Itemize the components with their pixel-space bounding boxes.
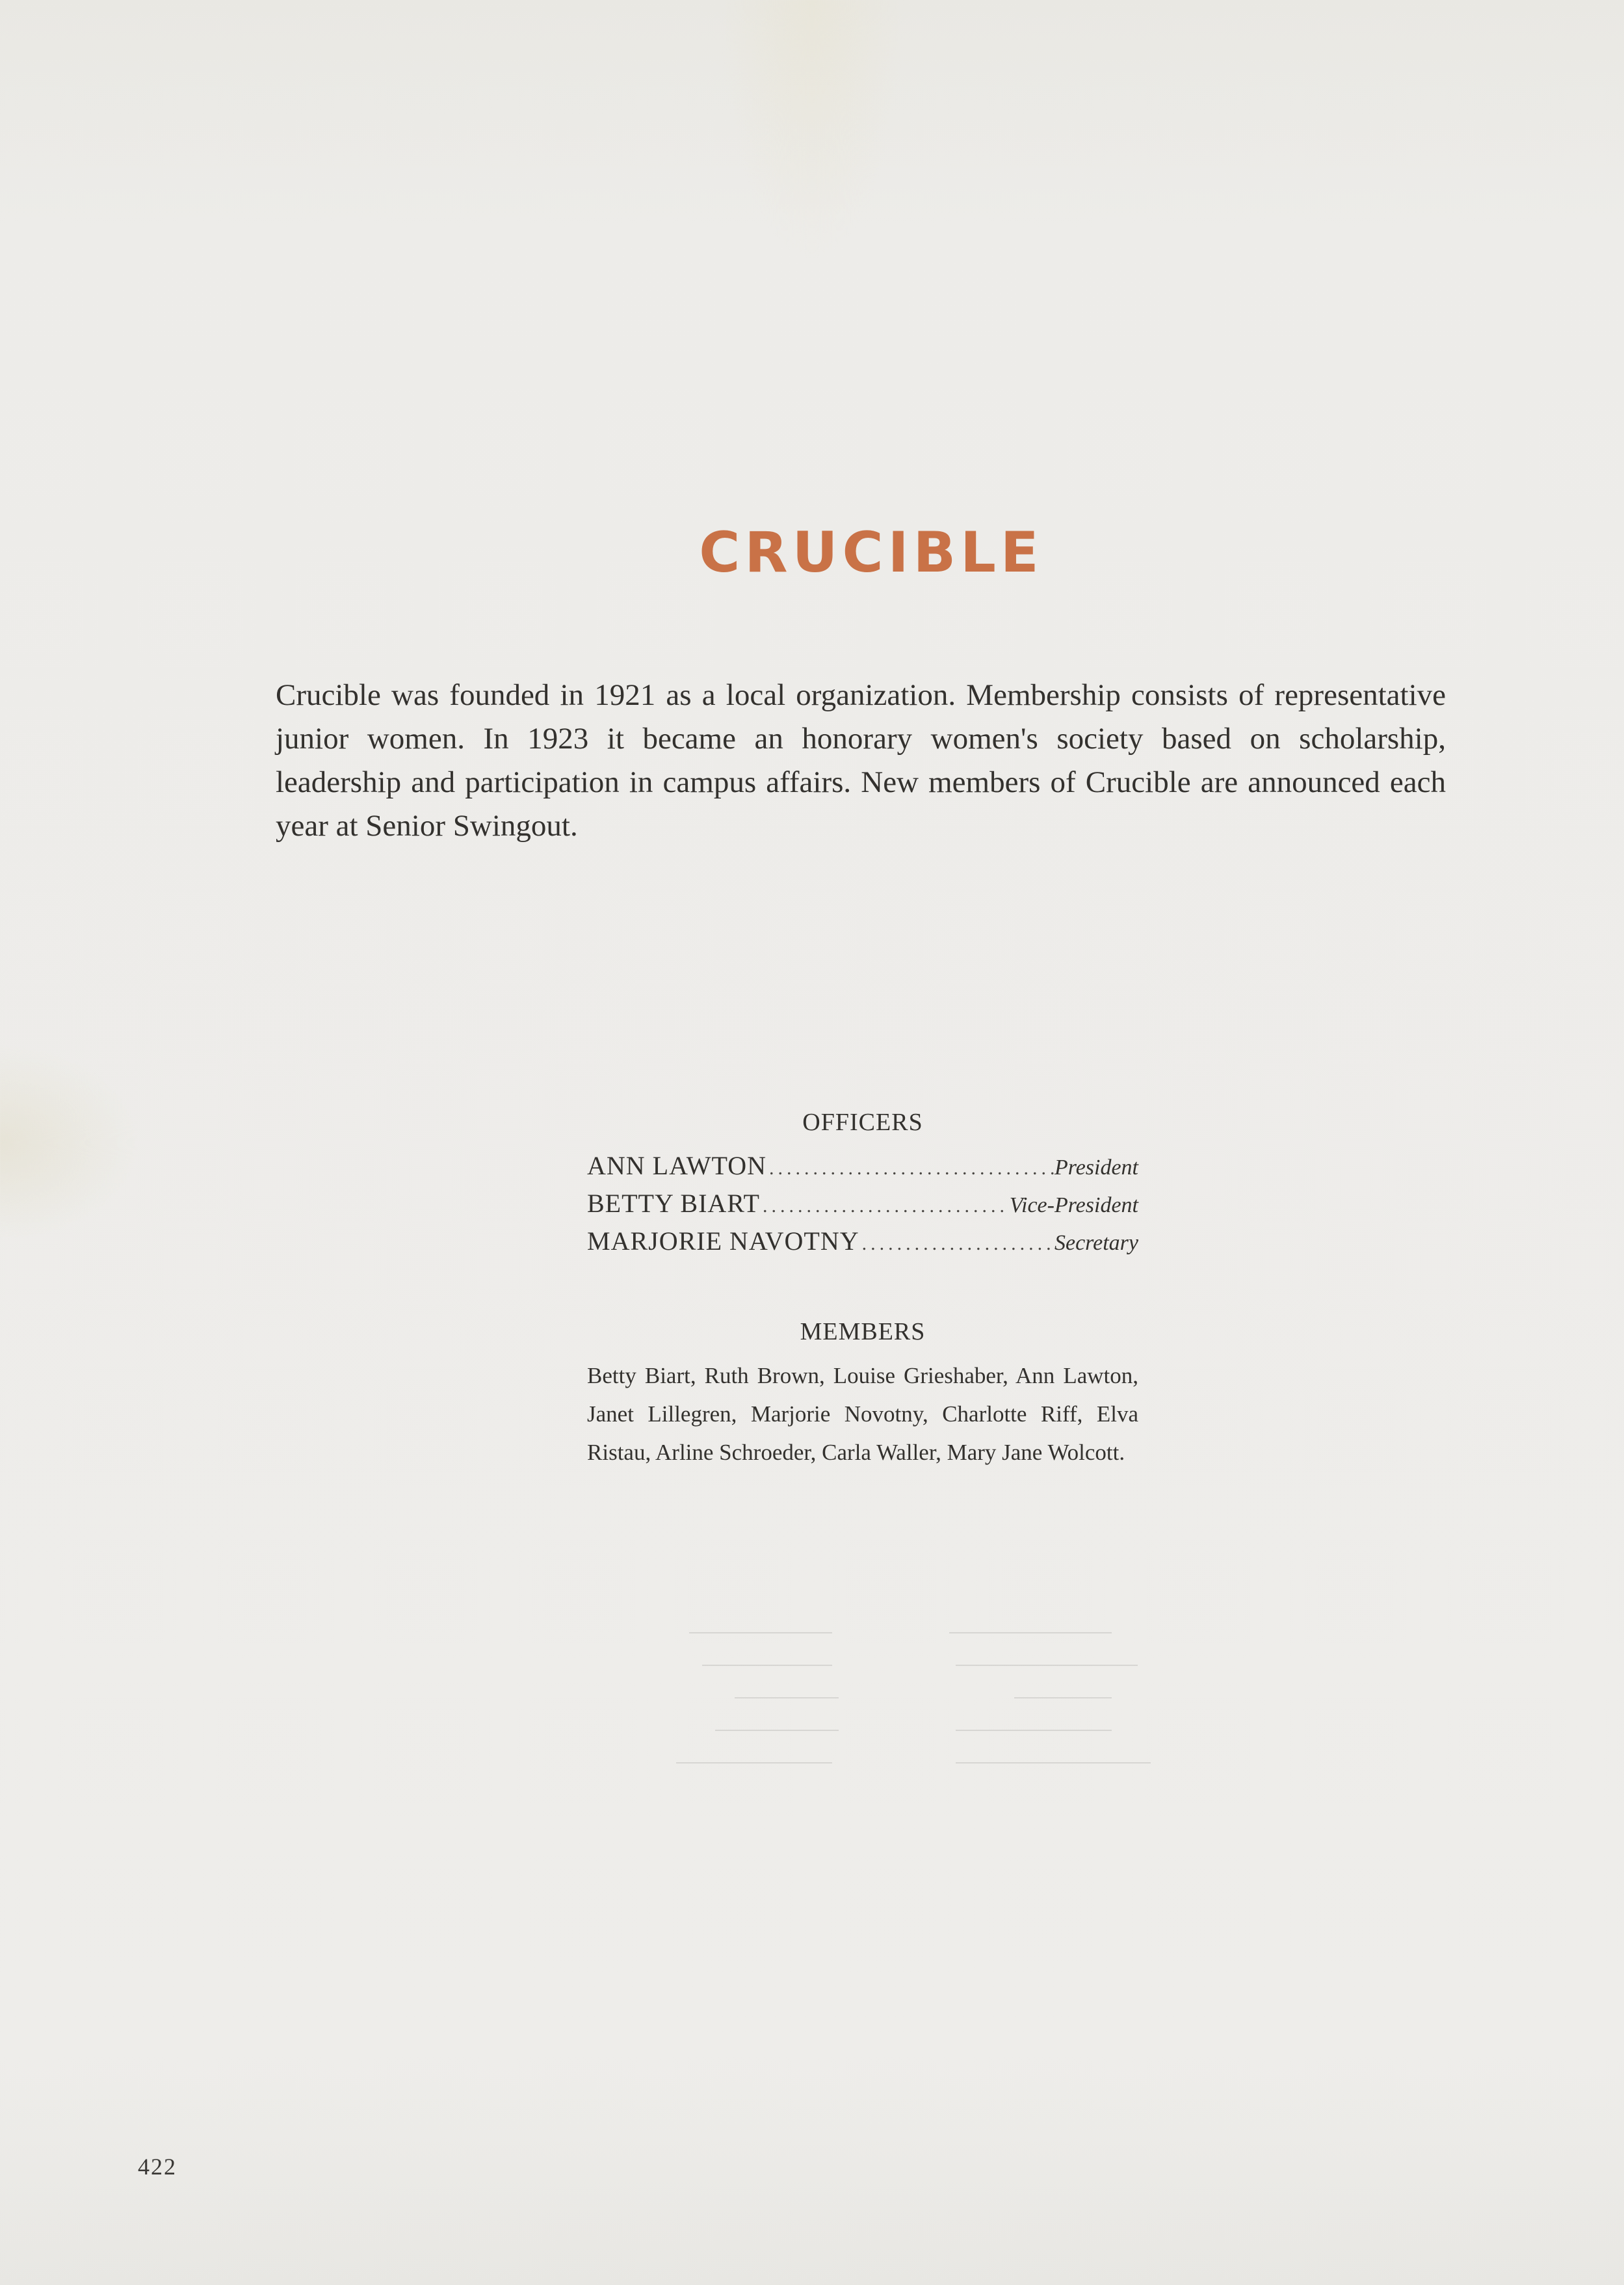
officer-title: President (1054, 1156, 1138, 1180)
show-through-dots (676, 1626, 1157, 1775)
officer-name: MARJORIE NAVOTNY (587, 1226, 859, 1256)
dot-leader (859, 1225, 1054, 1263)
officer-row (587, 1222, 1138, 1260)
members-list: Betty Biart, Ruth Brown, Louise Grieshaber, Ann Lawton, Janet Lillegren, Marjorie Novotny, Charlotte Riff, Elva Ristau, Arline Schroeder, Carla Waller, Mary Jane Wolcott. (587, 1363, 1138, 1465)
dot-leader (760, 1187, 1010, 1225)
dot-leader (766, 1150, 1054, 1187)
officer-name: ANN LAWTON (587, 1151, 767, 1180)
page-title: CRUCIBLE (699, 520, 1043, 585)
page-number: 422 (138, 2154, 177, 2180)
officers-heading: OFFICERS (802, 1109, 923, 1136)
officer-title: Vice-President (1009, 1193, 1138, 1217)
intro-paragraph: Crucible was founded in 1921 as a local organization. Membership consists of representative junior women. In 1923 it became an honorary women's society based on scholarship, leadership and participation in campus affairs. New members of Crucible are announced each year at Senior Swingout. (276, 678, 1446, 843)
members-section (587, 1315, 1138, 1472)
officer-row (587, 1147, 1138, 1185)
officer-name: BETTY BIART (587, 1189, 760, 1218)
members-heading: MEMBERS (800, 1318, 926, 1345)
officer-title: Secretary (1054, 1231, 1138, 1255)
officers-section (587, 1105, 1138, 1260)
officer-row (587, 1185, 1138, 1222)
